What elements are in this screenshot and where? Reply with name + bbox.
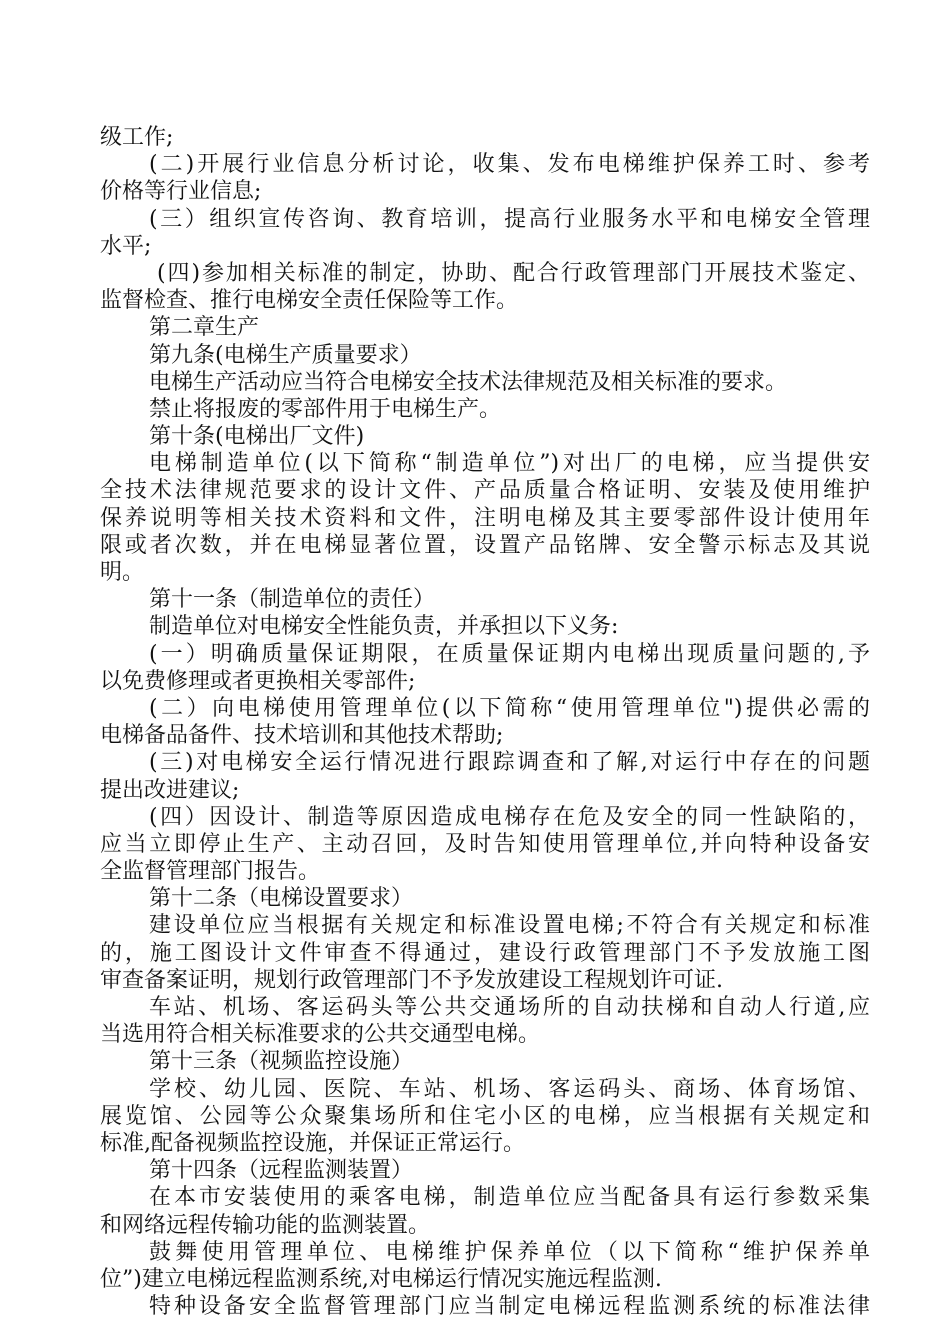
text-line: 展览馆、公园等公众聚集场所和住宅小区的电梯，应当根据有关规定和 <box>100 1103 870 1129</box>
text-line: 以免费修理或者更换相关零部件; <box>100 668 416 694</box>
text-line: 特种设备安全监督管理部门应当制定电梯远程监测系统的标准法律 <box>149 1294 870 1320</box>
text-line: (四)参加相关标准的制定，协助、配合行政管理部门开展技术鉴定、 <box>157 260 870 286</box>
chapter-heading: 第二章生产 <box>149 315 260 341</box>
text-line: (三)对电梯安全运行情况进行跟踪调查和了解,对运行中存在的问题 <box>149 750 870 776</box>
text-line: 电梯生产活动应当符合电梯安全技术法律规范及相关标准的要求。 <box>149 369 788 395</box>
text-line: 的，施工图设计文件审查不得通过，建设行政管理部门不予发放施工图 <box>100 940 870 966</box>
text-line: 保养说明等相关技术资料和文件，注明电梯及其主要零部件设计使用年 <box>100 505 870 531</box>
text-line: 电梯制造单位(以下简称“制造单位”)对出厂的电梯，应当提供安 <box>149 451 870 477</box>
text-line: 鼓舞使用管理单位、电梯维护保养单位（以下简称“维护保养单 <box>149 1239 870 1265</box>
article-heading: 第十一条（制造单位的责任） <box>149 587 436 613</box>
text-line: (二)开展行业信息分析讨论，收集、发布电梯维护保养工时、参考 <box>149 152 870 178</box>
document-body <box>100 124 870 1320</box>
text-line: 制造单位对电梯安全性能负责，并承担以下义务: <box>149 614 619 640</box>
text-line: 和网络远程传输功能的监测装置。 <box>100 1212 431 1238</box>
text-line: 提出改进建议; <box>100 777 240 803</box>
text-line: (四）因设计、制造等原因造成电梯存在危及安全的同一性缺陷的， <box>149 804 870 830</box>
article-heading: 第十二条（电梯设置要求） <box>149 886 414 912</box>
text-line: (三）组织宣传咨询、教育培训，提高行业服务水平和电梯安全管理 <box>149 206 870 232</box>
text-line: (一）明确质量保证期限，在质量保证期内电梯出现质量问题的,予 <box>149 641 870 667</box>
text-line: 限或者次数，并在电梯显著位置，设置产品铭牌、安全警示标志及其说 <box>100 532 870 558</box>
text-line: 应当立即停止生产、主动召回，及时告知使用管理单位,并向特种设备安 <box>100 831 870 857</box>
text-line: 在本市安装使用的乘客电梯，制造单位应当配备具有运行参数采集 <box>149 1185 870 1211</box>
text-line: 学校、幼儿园、医院、车站、机场、客运码头、商场、体育场馆、 <box>149 1076 870 1102</box>
text-line: 禁止将报废的零部件用于电梯生产。 <box>149 396 502 422</box>
text-line: 全监督管理部门报告。 <box>100 859 321 885</box>
text-line: 价格等行业信息; <box>100 179 262 205</box>
text-line: 车站、机场、客运码头等公共交通场所的自动扶梯和自动人行道,应 <box>149 995 870 1020</box>
text-line: 审查备案证明，规划行政管理部门不予发放建设工程规划许可证. <box>100 967 723 993</box>
text-line: 全技术法律规范要求的设计文件、产品质量合格证明、安装及使用维护 <box>100 478 870 504</box>
text-line: 水平; <box>100 233 152 259</box>
text-line: 监督检查、推行电梯安全责任保险等工作。 <box>100 288 519 314</box>
article-heading: 第十四条（远程监测装置） <box>149 1158 414 1184</box>
text-line: 级工作; <box>100 125 174 150</box>
text-line: 标准,配备视频监控设施，并保证正常运行。 <box>100 1130 525 1156</box>
text-line: 明。 <box>100 560 145 585</box>
article-heading: 第九条(电梯生产质量要求） <box>149 342 422 368</box>
article-heading: 第十三条（视频监控设施） <box>149 1049 414 1075</box>
article-heading: 第十条(电梯出厂文件) <box>149 424 365 450</box>
text-line: 电梯备品备件、技术培训和其他技术帮助; <box>100 723 504 749</box>
text-line: 当选用符合相关标准要求的公共交通型电梯。 <box>100 1022 541 1048</box>
text-line: 位”)建立电梯远程监测系统,对电梯运行情况实施远程监测. <box>100 1266 662 1292</box>
text-line: 建设单位应当根据有关规定和标准设置电梯;不符合有关规定和标准 <box>149 913 870 939</box>
text-line: (二）向电梯使用管理单位(以下简称“使用管理单位")提供必需的 <box>149 695 870 721</box>
